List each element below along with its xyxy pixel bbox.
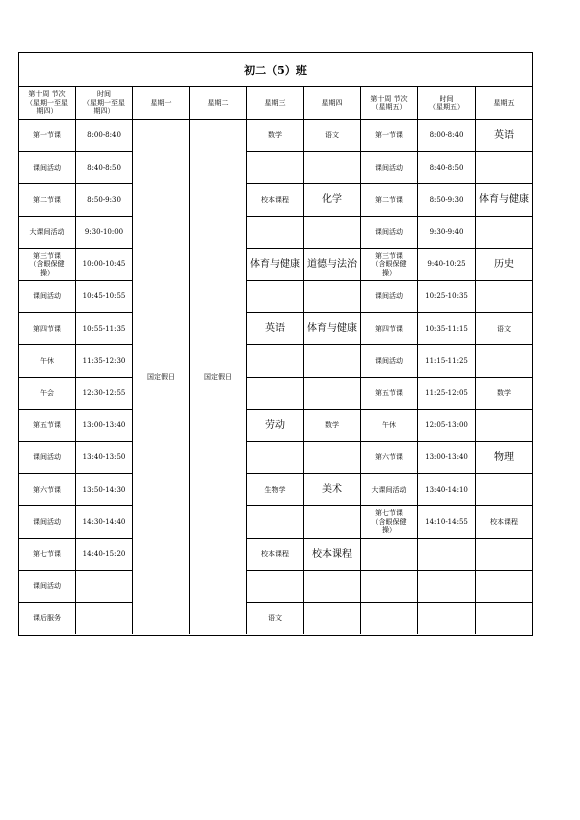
thursday-cell xyxy=(304,345,361,377)
friday-subject-cell xyxy=(476,539,532,571)
header-wednesday: 星期三 xyxy=(247,87,304,120)
friday-period-cell: 第七节课 （含眼保健 操） xyxy=(361,506,418,538)
friday-period-cell: 大课间活动 xyxy=(361,474,418,506)
friday-period-cell: 课间活动 xyxy=(361,281,418,313)
friday-time-cell: 13:00-13:40 xyxy=(418,442,476,474)
period-cell: 第五节课 xyxy=(19,410,76,442)
friday-subject-cell xyxy=(476,474,532,506)
friday-period-cell xyxy=(361,571,418,603)
time-cell: 13:50-14:30 xyxy=(76,474,133,506)
wednesday-cell xyxy=(247,281,304,313)
thursday-cell xyxy=(304,442,361,474)
thursday-cell xyxy=(304,152,361,184)
time-cell: 8:50-9:30 xyxy=(76,184,133,216)
friday-subject-cell xyxy=(476,152,532,184)
thursday-cell xyxy=(304,217,361,249)
time-cell xyxy=(76,603,133,634)
friday-time-cell xyxy=(418,571,476,603)
time-cell: 10:45-10:55 xyxy=(76,281,133,313)
friday-subject-cell xyxy=(476,571,532,603)
friday-time-cell: 14:10-14:55 xyxy=(418,506,476,538)
period-cell: 课间活动 xyxy=(19,152,76,184)
friday-subject-cell xyxy=(476,345,532,377)
thursday-cell xyxy=(304,506,361,538)
time-cell: 8:40-8:50 xyxy=(76,152,133,184)
wednesday-cell: 生物学 xyxy=(247,474,304,506)
header-monday: 星期一 xyxy=(133,87,190,120)
friday-time-cell xyxy=(418,539,476,571)
friday-period-cell xyxy=(361,603,418,634)
time-cell: 13:00-13:40 xyxy=(76,410,133,442)
time-cell: 10:00-10:45 xyxy=(76,249,133,281)
friday-subject-cell xyxy=(476,410,532,442)
time-cell: 14:40-15:20 xyxy=(76,539,133,571)
period-cell: 第七节课 xyxy=(19,539,76,571)
period-cell: 第三节课 （含眼保健 操） xyxy=(19,249,76,281)
wednesday-cell: 体育与健康 xyxy=(247,249,304,281)
period-cell: 课间活动 xyxy=(19,281,76,313)
thursday-cell xyxy=(304,603,361,634)
time-cell: 8:00-8:40 xyxy=(76,120,133,152)
friday-period-cell: 课间活动 xyxy=(361,345,418,377)
time-cell: 12:30-12:55 xyxy=(76,378,133,410)
period-cell: 课后服务 xyxy=(19,603,76,634)
time-cell: 9:30-10:00 xyxy=(76,217,133,249)
period-cell: 第一节课 xyxy=(19,120,76,152)
wednesday-cell xyxy=(247,217,304,249)
friday-time-cell: 8:40-8:50 xyxy=(418,152,476,184)
friday-period-cell: 第四节课 xyxy=(361,313,418,345)
friday-subject-cell: 体育与健康 xyxy=(476,184,532,216)
friday-time-cell: 12:05-13:00 xyxy=(418,410,476,442)
friday-period-cell: 午休 xyxy=(361,410,418,442)
friday-time-cell: 8:50-9:30 xyxy=(418,184,476,216)
period-cell: 课间活动 xyxy=(19,571,76,603)
wednesday-cell: 劳动 xyxy=(247,410,304,442)
wednesday-cell xyxy=(247,442,304,474)
friday-subject-cell: 物理 xyxy=(476,442,532,474)
tuesday-holiday-cell: 国定假日 xyxy=(190,120,247,634)
friday-time-cell: 8:00-8:40 xyxy=(418,120,476,152)
wednesday-cell: 数学 xyxy=(247,120,304,152)
wednesday-cell: 校本课程 xyxy=(247,539,304,571)
friday-subject-cell xyxy=(476,281,532,313)
friday-period-cell: 第一节课 xyxy=(361,120,418,152)
period-cell: 午休 xyxy=(19,345,76,377)
time-cell: 14:30-14:40 xyxy=(76,506,133,538)
friday-time-cell: 9:40-10:25 xyxy=(418,249,476,281)
header-thursday: 星期四 xyxy=(304,87,361,120)
header-friday: 星期五 xyxy=(476,87,532,120)
friday-subject-cell: 英语 xyxy=(476,120,532,152)
thursday-cell xyxy=(304,281,361,313)
period-cell: 课间活动 xyxy=(19,442,76,474)
header-period-mon-thu: 第十周 节次 （星期一至星 期四） xyxy=(19,87,76,120)
period-cell: 午会 xyxy=(19,378,76,410)
friday-subject-cell: 校本课程 xyxy=(476,506,532,538)
header-time-fri: 时间 （星期五） xyxy=(418,87,476,120)
friday-period-cell: 第三节课 （含眼保健 操） xyxy=(361,249,418,281)
period-cell: 课间活动 xyxy=(19,506,76,538)
timetable xyxy=(18,52,533,636)
friday-period-cell: 第二节课 xyxy=(361,184,418,216)
monday-holiday-cell: 国定假日 xyxy=(133,120,190,634)
time-cell: 13:40-13:50 xyxy=(76,442,133,474)
period-cell: 第四节课 xyxy=(19,313,76,345)
friday-time-cell: 11:15-11:25 xyxy=(418,345,476,377)
wednesday-cell xyxy=(247,506,304,538)
friday-time-cell: 13:40-14:10 xyxy=(418,474,476,506)
thursday-cell xyxy=(304,378,361,410)
time-cell: 11:35-12:30 xyxy=(76,345,133,377)
friday-subject-cell: 历史 xyxy=(476,249,532,281)
friday-period-cell xyxy=(361,539,418,571)
thursday-cell: 美术 xyxy=(304,474,361,506)
friday-time-cell: 10:25-10:35 xyxy=(418,281,476,313)
wednesday-cell: 校本课程 xyxy=(247,184,304,216)
header-period-fri: 第十周 节次 （星期五） xyxy=(361,87,418,120)
wednesday-cell xyxy=(247,571,304,603)
friday-period-cell: 课间活动 xyxy=(361,152,418,184)
friday-time-cell: 11:25-12:05 xyxy=(418,378,476,410)
wednesday-cell: 语文 xyxy=(247,603,304,634)
friday-time-cell xyxy=(418,603,476,634)
header-tuesday: 星期二 xyxy=(190,87,247,120)
wednesday-cell xyxy=(247,345,304,377)
wednesday-cell xyxy=(247,378,304,410)
time-cell xyxy=(76,571,133,603)
friday-subject-cell xyxy=(476,217,532,249)
friday-time-cell: 9:30-9:40 xyxy=(418,217,476,249)
friday-period-cell: 第五节课 xyxy=(361,378,418,410)
thursday-cell: 语文 xyxy=(304,120,361,152)
thursday-cell: 体育与健康 xyxy=(304,313,361,345)
friday-subject-cell: 语文 xyxy=(476,313,532,345)
thursday-cell: 化学 xyxy=(304,184,361,216)
header-time-mon-thu: 时间 （星期一至星 期四） xyxy=(76,87,133,120)
friday-subject-cell xyxy=(476,603,532,634)
thursday-cell xyxy=(304,571,361,603)
time-cell: 10:55-11:35 xyxy=(76,313,133,345)
period-cell: 第六节课 xyxy=(19,474,76,506)
thursday-cell: 校本课程 xyxy=(304,539,361,571)
period-cell: 大课间活动 xyxy=(19,217,76,249)
friday-period-cell: 第六节课 xyxy=(361,442,418,474)
period-cell: 第二节课 xyxy=(19,184,76,216)
friday-time-cell: 10:35-11:15 xyxy=(418,313,476,345)
timetable-title: 初二（5）班 xyxy=(19,53,532,87)
friday-subject-cell: 数学 xyxy=(476,378,532,410)
friday-period-cell: 课间活动 xyxy=(361,217,418,249)
thursday-cell: 数学 xyxy=(304,410,361,442)
wednesday-cell: 英语 xyxy=(247,313,304,345)
thursday-cell: 道德与法治 xyxy=(304,249,361,281)
wednesday-cell xyxy=(247,152,304,184)
